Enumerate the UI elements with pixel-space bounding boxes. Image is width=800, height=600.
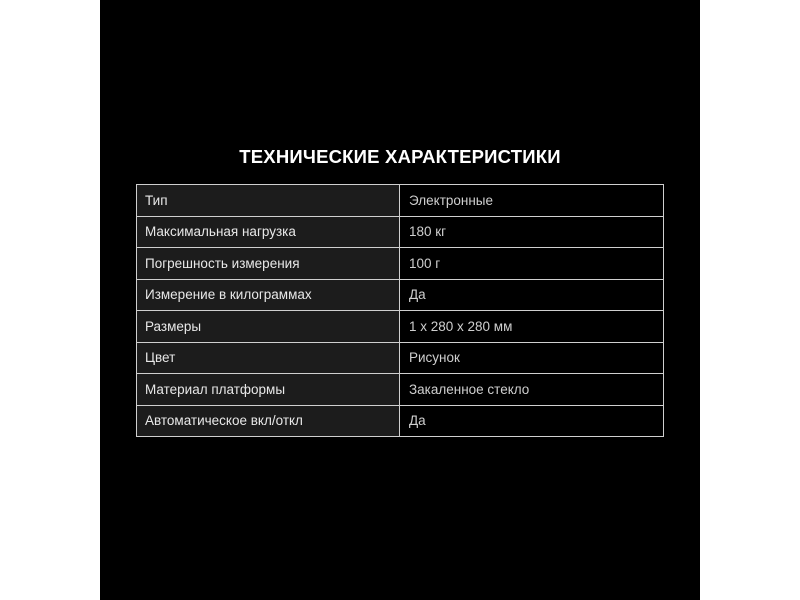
spec-label: Материал платформы (137, 374, 400, 406)
spec-value: Электронные (400, 185, 664, 217)
spec-label: Погрешность измерения (137, 248, 400, 280)
spec-value: Да (400, 405, 664, 437)
table-row (137, 374, 664, 406)
table-row (137, 342, 664, 374)
spec-value: 1 х 280 х 280 мм (400, 311, 664, 343)
specs-title: ТЕХНИЧЕСКИЕ ХАРАКТЕРИСТИКИ (239, 146, 561, 167)
spec-label: Цвет (137, 342, 400, 374)
table-row (137, 279, 664, 311)
spec-value: 100 г (400, 248, 664, 280)
table-row (137, 311, 664, 343)
table-row (137, 216, 664, 248)
spec-label: Размеры (137, 311, 400, 343)
spec-value: Да (400, 279, 664, 311)
spec-label: Автоматическое вкл/откл (137, 405, 400, 437)
spec-value: Рисунок (400, 342, 664, 374)
spec-value: 180 кг (400, 216, 664, 248)
specs-table (136, 184, 664, 437)
table-row (137, 248, 664, 280)
spec-label: Тип (137, 185, 400, 217)
spec-panel (100, 0, 700, 600)
spec-value: Закаленное стекло (400, 374, 664, 406)
spec-label: Измерение в килограммах (137, 279, 400, 311)
spec-label: Максимальная нагрузка (137, 216, 400, 248)
table-row (137, 185, 664, 217)
table-row (137, 405, 664, 437)
